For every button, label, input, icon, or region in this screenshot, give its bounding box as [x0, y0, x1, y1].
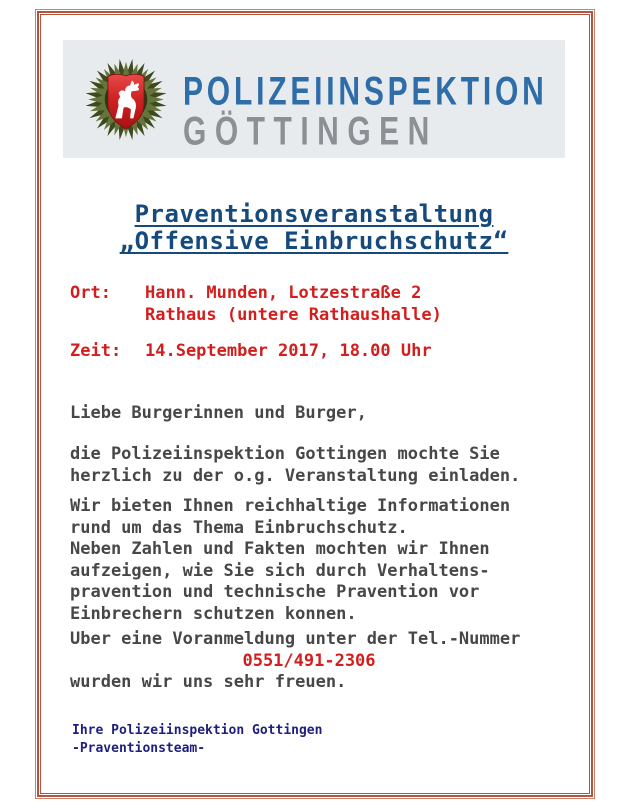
event-title-line-2: „Offensive Einbruchschutz“ [119, 227, 509, 255]
phone-number: 0551/491-2306 [242, 650, 376, 671]
location-row-2 [70, 304, 442, 326]
signature-line-1: Ihre Polizeiinspektion Gottingen [72, 723, 323, 738]
body-line: Einbrechern schutzen konnen. [70, 603, 357, 624]
invitation-paragraph [70, 444, 548, 487]
location-label: Ort: [70, 283, 111, 303]
time-value: 14.September 2017, 18.00 Uhr [145, 341, 432, 361]
body-line: rund um das Thema Einbruchschutz. [70, 517, 408, 538]
police-star-badge-icon [85, 52, 167, 147]
org-name-line-1: POLIZEIINSPEKTION [183, 70, 548, 114]
time-row [70, 340, 432, 362]
event-time [70, 340, 432, 362]
location-value-line-2: Rathaus (untere Rathaushalle) [145, 305, 442, 325]
salutation [70, 403, 548, 425]
event-title-line-1: Praventionsveranstaltung [134, 200, 494, 228]
location-row-1 [70, 282, 442, 304]
body-line: pravention und technische Pravention vor [70, 582, 480, 603]
body-line: Neben Zahlen und Fakten mochten wir Ihnen [70, 539, 490, 560]
body-line: wurden wir uns sehr freuen. [70, 672, 347, 693]
org-name-line-2: GÖTTINGEN [183, 110, 438, 154]
body-line: Uber eine Voranmeldung unter der Tel.-Nummer [70, 629, 521, 649]
body-line: Liebe Burgerinnen und Burger, [70, 403, 367, 423]
time-label: Zeit: [70, 341, 122, 361]
signature-line-2: -Praventionsteam- [72, 741, 206, 756]
event-location [70, 282, 442, 326]
event-title [40, 201, 588, 255]
body-line: Wir bieten Ihnen reichhaltige Informationen [70, 496, 511, 516]
header-banner [63, 40, 565, 158]
body-line: aufzeigen, wie Sie sich durch Verhaltens- [70, 560, 490, 581]
registration-paragraph [70, 629, 548, 694]
signature [72, 722, 322, 758]
body-line: die Polizeiinspektion Gottingen mochte Sie [70, 444, 500, 464]
information-paragraph [70, 496, 548, 626]
location-value-line-1: Hann. Munden, Lotzestraße 2 [145, 283, 422, 303]
body-line: herzlich zu der o.g. Veranstaltung einladen. [70, 465, 521, 486]
